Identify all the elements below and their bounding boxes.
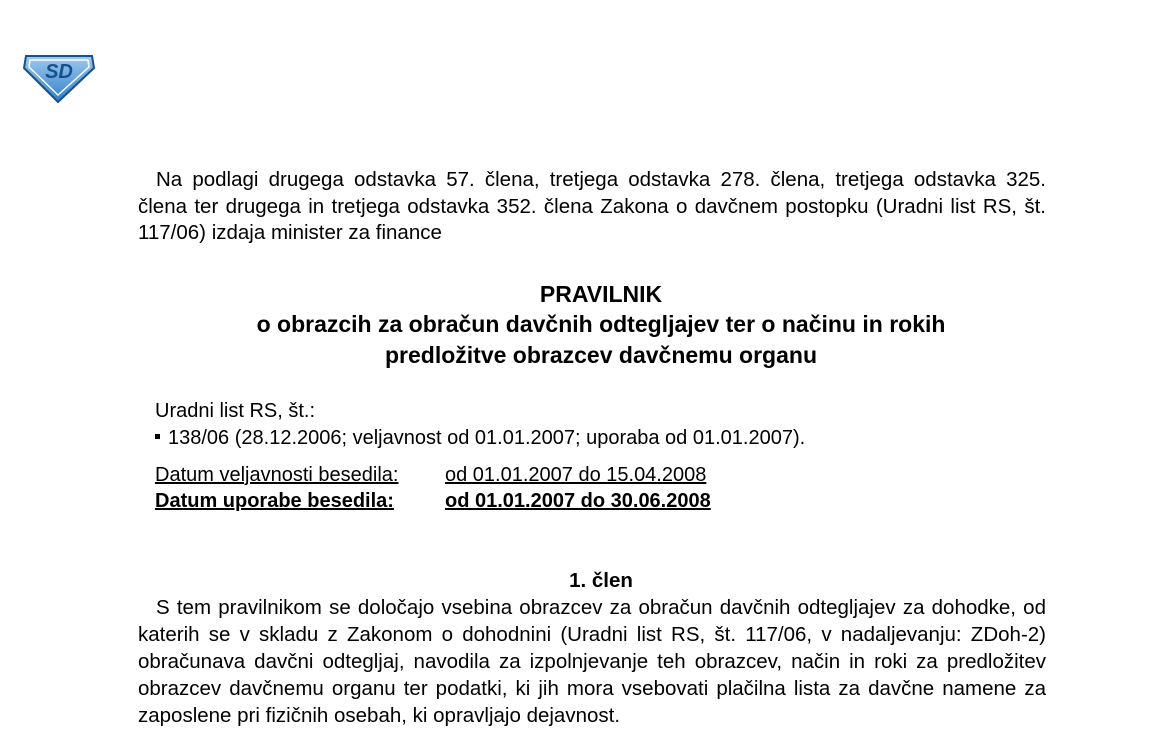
gazette-reference [155,398,805,452]
validity-date-label: Datum veljavnosti besedila: [155,464,399,486]
validity-date-value: od 01.01.2007 do 15.04.2008 [445,464,707,486]
use-date-label: Datum uporabe besedila: [155,490,394,512]
article-paragraph: S tem pravilnikom se določajo vsebina obrazcev za obračun davčnih odtegljajev za dohodke, od katerih se v skladu z Zakonom o dohodnini (Uradni list RS, št. 117/06, v nadaljevanju: ZDoh-2) obračunava davčni odtegljaj, navodila za izpolnjevanje teh obrazcev, način in roki za predložitev obrazcev davčnemu organu ter podatki, ki jih mora vsebovati plačilna lista za davčne namene za zaposlene pri fizičnih osebah, ki opravljajo dejavnost. [138,596,1046,727]
bullet-icon [155,434,160,439]
use-date-row [155,488,711,514]
title-line-1: o obrazcih za obračun davčnih odtegljajev ter o načinu in rokih [256,311,946,337]
gazette-item-text: 138/06 (28.12.2006; veljavnost od 01.01.2007; uporaba od 01.01.2007). [168,427,806,449]
gazette-label: Uradni list RS, št.: [155,400,316,422]
text-dates [155,462,711,514]
title-heading: PRAVILNIK [539,281,663,307]
title-line-2: predložitve obrazcev davčnemu organu [384,342,817,368]
use-date-value: od 01.01.2007 do 30.06.2008 [445,490,711,512]
svg-text:SD: SD [45,61,73,83]
shield-logo-icon [22,50,96,104]
logo [22,50,96,104]
article-title: 1. člen [569,569,633,592]
validity-date-row [155,462,711,488]
document-title [138,279,1064,371]
preamble-paragraph: Na podlagi drugega odstavka 57. člena, tretjega odstavka 278. člena, tretjega odstavka 325. člena ter drugega in tretjega odstavka 352. člena Zakona o davčnem postopku (Uradni list RS, št. 117/06) izdaja minister za finance [138,168,1046,244]
gazette-item [155,425,805,452]
